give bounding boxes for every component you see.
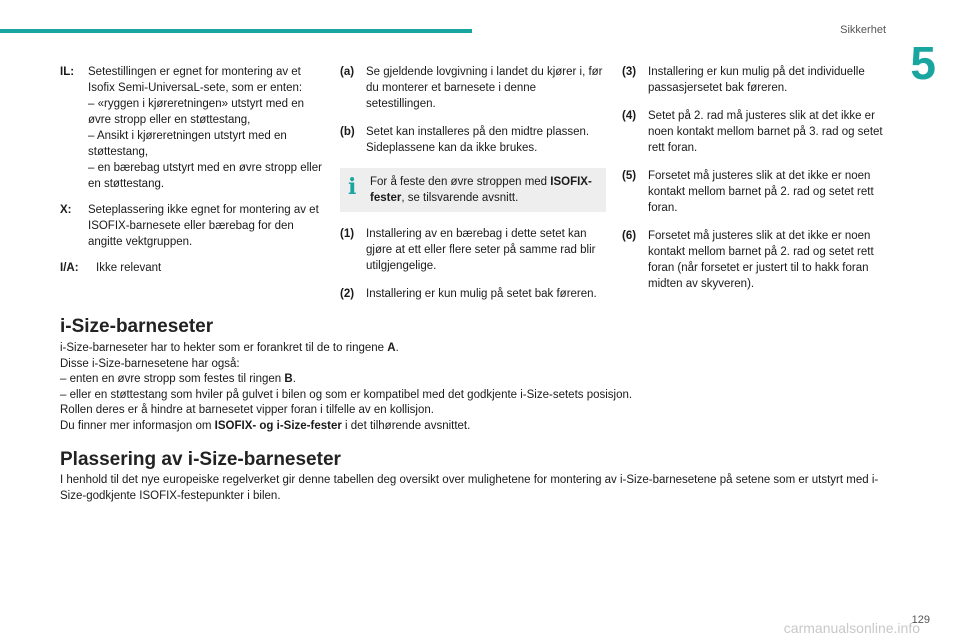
- legend-text: – en bærebag utstyrt med en øvre stropp eller en støttestang.: [88, 162, 322, 190]
- legend-term: X:: [60, 204, 72, 216]
- section-heading-plassering: Plassering av i-Size-barneseter: [60, 449, 341, 470]
- note-key: (a): [340, 66, 355, 78]
- note-item: [340, 64, 606, 112]
- legend-item-il: [60, 64, 322, 192]
- legend-text: – Ansikt i kjøreretningen utstyrt med en støttestang,: [88, 130, 287, 158]
- watermark: carmanualsonline.info: [783, 620, 920, 636]
- note-item: [622, 228, 892, 292]
- note-item: [622, 108, 892, 156]
- note-text: Forsetet må justeres slik at det ikke er noen kontakt mellom barnet på 2. rad og setet rett foran.: [648, 170, 874, 214]
- note-text: Installering er kun mulig på setet bak føreren.: [366, 288, 597, 300]
- legend-column: [60, 64, 322, 286]
- legend-item-x: [60, 202, 322, 250]
- note-text: Installering av en bærebag i dette setet kan gjøre at ett eller flere seter på samme rad blir utilgjengelige.: [366, 228, 596, 272]
- note-item: [622, 64, 892, 96]
- body-line: i-Size-barneseter har to hekter som er forankret til de to ringene A.: [60, 342, 399, 354]
- section-title: Sikkerhet: [840, 24, 886, 36]
- note-item: [340, 286, 606, 302]
- body-line: Du finner mer informasjon om ISOFIX- og i-Size-fester i det tilhørende avsnittet.: [60, 419, 471, 432]
- isize-paragraph: [60, 341, 900, 435]
- chapter-number: 5: [910, 37, 936, 89]
- body-line: Rollen deres er å hindre at barnesetet vipper foran i tilfelle av en kollisjon.: [60, 404, 434, 417]
- body-line: I henhold til det nye europeiske regelverket gir denne tabellen deg oversikt over mulighetene for montering av i-Size-barnesetene på setene som er utstyrt med i-Size-godkjente ISOFIX-festepunkter i bilen.: [60, 474, 879, 502]
- legend-term: I/A:: [60, 262, 79, 274]
- note-text: Installering er kun mulig på det individuelle passasjersetet bak føreren.: [648, 66, 865, 94]
- note-key: (4): [622, 110, 637, 122]
- body-line: – eller en støttestang som hviler på gulvet i bilen og som er kompatibel med det godkjente i-Size-setets posisjon.: [60, 388, 633, 401]
- note-item: [622, 168, 892, 216]
- note-text: Se gjeldende lovgivning i landet du kjører i, før du monterer et barnesete i denne setestillingen.: [366, 66, 603, 110]
- legend-text: Ikke relevant: [96, 262, 162, 274]
- legend-text: Setestillingen er egnet for montering av et Isofix Semi-UniversaL-sete, som er enten:: [88, 66, 303, 94]
- note-key: (6): [622, 230, 637, 242]
- note-item: [340, 124, 606, 156]
- note-text: Setet kan installeres på den midtre plassen. Sideplassene kan da ikke brukes.: [366, 126, 590, 154]
- note-key: (5): [622, 170, 637, 182]
- note-key: (2): [340, 288, 355, 300]
- body-line: Disse i-Size-barnesetene har også:: [60, 357, 240, 370]
- note-text: Setet på 2. rad må justeres slik at det ikke er noen kontakt mellom barnet på 3. rad og setet rett foran.: [648, 110, 883, 154]
- legend-text: Seteplassering ikke egnet for montering av et ISOFIX-barnesete eller bærebag for den angitte vektgruppen.: [88, 204, 319, 248]
- note-item: [340, 226, 606, 274]
- body-line: – enten en øvre stropp som festes til ringen B.: [60, 373, 296, 386]
- legend-term: IL:: [60, 66, 75, 78]
- plassering-paragraph: [60, 473, 900, 504]
- notes-column-right: [622, 64, 892, 304]
- info-text: For å feste den øvre stroppen med ISOFIX-fester, se tilsvarende avsnitt.: [370, 176, 592, 204]
- section-heading-isize: i-Size-barneseter: [60, 316, 214, 337]
- note-text: Forsetet må justeres slik at det ikke er noen kontakt mellom barnet på 2. rad og setet rett foran (når forsetet er justert til to hakk foran midten av skyveren).: [648, 230, 874, 290]
- info-icon: i: [348, 174, 357, 200]
- header-accent-bar: [0, 29, 472, 33]
- page-number: 129: [911, 614, 930, 626]
- legend-text: – «ryggen i kjøreretningen» utstyrt med en øvre stropp eller en støttestang,: [88, 98, 305, 126]
- note-key: (1): [340, 228, 355, 240]
- note-key: (3): [622, 66, 637, 78]
- notes-column-middle: [340, 64, 606, 314]
- note-key: (b): [340, 126, 355, 138]
- info-box: [340, 168, 606, 212]
- legend-item-ia: [60, 260, 322, 276]
